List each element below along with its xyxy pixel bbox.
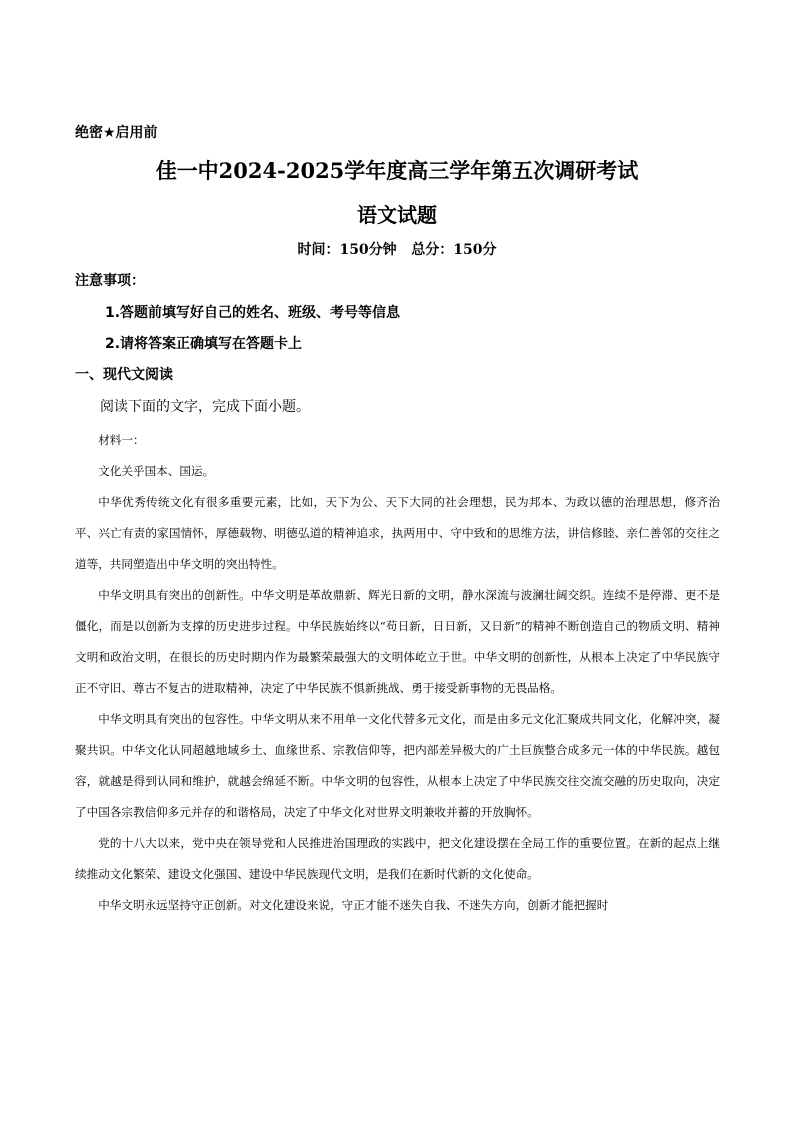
exam-subtitle: 语文试题 <box>357 203 437 227</box>
notice-item: 1.答题前填写好自己的姓名、班级、考号等信息 <box>105 305 401 321</box>
time-info: 时间：150分钟 总分：150分 <box>297 242 497 258</box>
notice-title: 注意事项： <box>75 273 145 289</box>
material-paragraph: 中华文明具有突出的包容性。中华文明从来不用单一文化代替多元文化，而是由多元文化汇聚成共同文化，化解冲突，凝聚共识。中华文化认同超越地域乡土、血缘世系、宗教信仰等，把内部差异极大的广土巨族整合成多元一体的中华民族。越包容，就越是得到认同和维护，就越会绵延不断。中华文明的包容性，从根本上决定了中华民族交往交流交融的历史取向，决定了中国各宗教信仰多元并存的和谐格局，决定了中华文化对世界文明兼收并蓄的开放胸怀。 <box>75 712 720 819</box>
confidential-label: 绝密★启用前 <box>75 125 158 141</box>
material-paragraph: 中华文明永远坚持守正创新。对文化建设来说，守正才能不迷失自我、不迷失方向，创新才能把握时 <box>98 898 609 912</box>
exam-title: 佳一中2024-2025学年度高三学年第五次调研考试 <box>155 158 639 183</box>
material-paragraph: 文化关乎国本、国运。 <box>98 464 215 478</box>
section-title: 一、现代文阅读 <box>75 367 173 383</box>
material-paragraph: 中华文明具有突出的创新性。中华文明是革故鼎新、辉光日新的文明，静水深流与波澜壮阔交织。连续不是停滞、更不是僵化，而是以创新为支撑的历史进步过程。中华民族始终以“苟日新，日日新，又日新”的精神不断创造自己的物质文明、精神文明和政治文明，在很长的历史时期内作为最繁荣最强大的文明体屹立于世。中华文明的创新性，从根本上决定了中华民族守正不守旧、尊古不复古的进取精神，决定了中华民族不惧新挑战、勇于接受新事物的无畏品格。 <box>75 588 720 695</box>
material-body <box>75 425 720 921</box>
material-paragraph: 中华优秀传统文化有很多重要元素，比如，天下为公、天下大同的社会理想，民为邦本、为政以德的治理思想，修齐治平、兴亡有责的家国情怀，厚德载物、明德弘道的精神追求，执两用中、守中致和的思维方法，讲信修睦、亲仁善邻的交往之道等，共同塑造出中华文明的突出特性。 <box>75 495 720 571</box>
material-paragraph: 党的十八大以来，党中央在领导党和人民推进治国理政的实践中，把文化建设摆在全局工作的重要位置。在新的起点上继续推动文化繁荣、建设文化强国、建设中华民族现代文明，是我们在新时代新的文化使命。 <box>75 836 720 881</box>
section-instruction: 阅读下面的文字，完成下面小题。 <box>100 399 310 415</box>
notice-item: 2.请将答案正确填写在答题卡上 <box>105 336 303 352</box>
material-label: 材料一： <box>98 433 145 447</box>
